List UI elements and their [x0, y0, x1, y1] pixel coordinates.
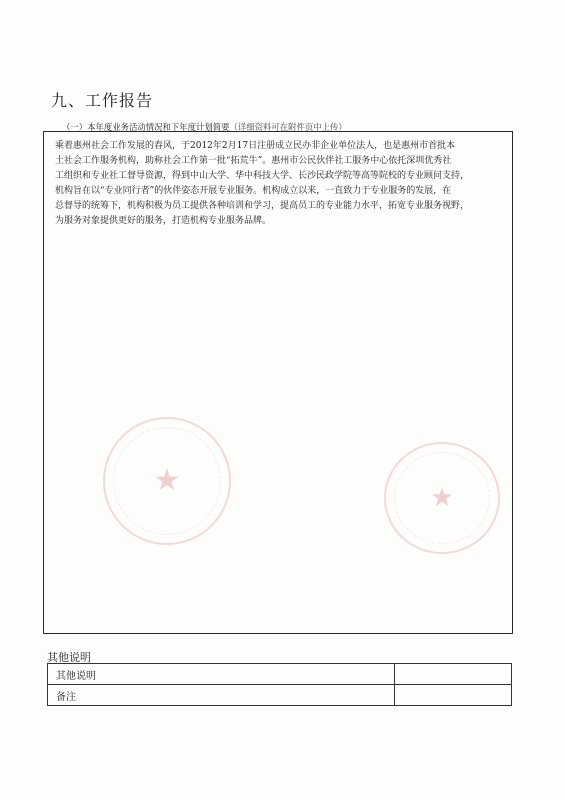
report-line: 土社会工作服务机构，助称社会工作第一批“拓荒牛”。惠州市公民伙伴社工服务中心依托深圳优秀社 [55, 156, 452, 167]
official-seal-stamp [384, 442, 500, 554]
report-line: 机构旨在以“专业同行者”的伙伴姿态开展专业服务。机构成立以来，一直致力于专业服务的发展，在 [55, 186, 452, 197]
other-notes-heading: 其他说明 [47, 651, 91, 664]
star-icon: ★ [430, 483, 454, 513]
other-notes-value[interactable] [395, 664, 512, 685]
report-line: 为服务对象提供更好的服务，打造机构专业服务品牌。 [55, 216, 272, 227]
other-notes-table [47, 663, 512, 706]
remarks-label: 备注 [48, 685, 395, 706]
report-line: 工组织和专业社工督导资源，得到中山大学、华中科技大学、长沙民政学院等高等院校的专业顾问支持， [55, 171, 470, 182]
official-seal-stamp [103, 417, 231, 545]
report-line: 乘着惠州社会工作发展的春风，于2012年2月17日注册成立民办非企业单位法人，也是惠州市首批本 [55, 141, 456, 151]
subtitle-note: （详细资料可在附件页中上传） [229, 122, 347, 132]
report-line: 总督导的统筹下，机构积极为员工提供各种培训和学习，提高员工的专业能力水平，拓宽专业服务视野， [55, 201, 470, 212]
table-row [48, 664, 512, 685]
report-body [55, 139, 510, 230]
subtitle-text: （一）本年度业务活动情况和下年度计划简要 [62, 122, 230, 132]
table-row [48, 685, 512, 706]
report-box [43, 131, 513, 634]
star-icon: ★ [153, 463, 181, 498]
section-title: 九、工作报告 [51, 91, 154, 110]
other-notes-label: 其他说明 [48, 664, 395, 685]
remarks-value[interactable] [395, 685, 512, 706]
